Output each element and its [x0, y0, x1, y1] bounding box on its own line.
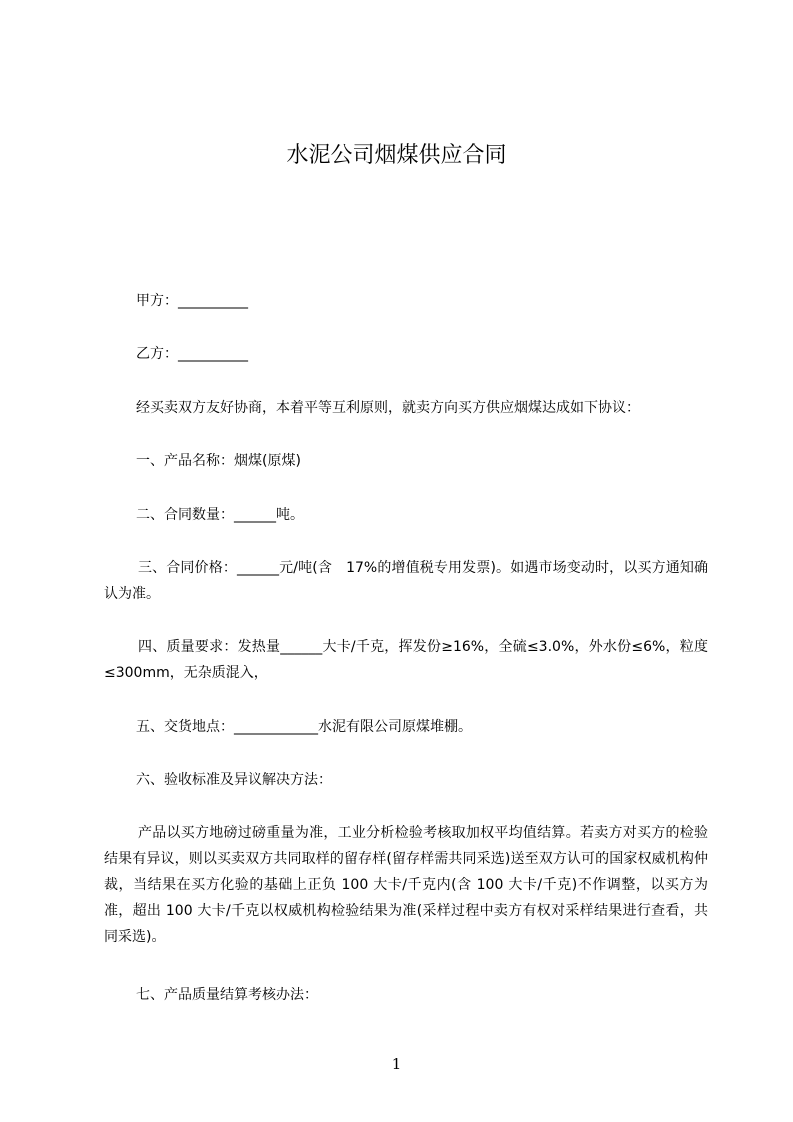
clause-quantity: 二、合同数量：______吨。: [136, 507, 304, 523]
clause-product-name: 一、产品名称：烟煤(原煤): [136, 453, 301, 469]
acceptance-paragraph: 产品以买方地磅过磅重量为准，工业分析检验考核取加权平均值结算。若卖方对买方的检验结果有异议，则以买卖双方共同取样的留存样(留存样需共同采选)送至双方认可的国家权威机构仲裁，当结果在买方化验的基础上正负 100 大卡/千克内(含 100 大卡/千克)不作调整，以买方为准，超出 100 大卡/千克以权威机构检验结果为准(采样过程中卖方有权对采样结果进行查看，共同采选)。: [104, 825, 708, 945]
document-title: 水泥公司烟煤供应合同: [286, 143, 507, 168]
party-a-line: 甲方：__________: [136, 293, 248, 309]
clause-settlement-heading: 七、产品质量结算考核办法：: [136, 987, 318, 1003]
party-b-line: 乙方：__________: [136, 346, 248, 362]
clause-delivery-location: 五、交货地点：____________水泥有限公司原煤堆棚。: [136, 719, 472, 735]
page-number: 1: [391, 1055, 402, 1073]
clause-price: 三、合同价格：______元/吨(含 17%的增值税专用发票)。如遇市场变动时，以买方通知确认为准。: [104, 560, 708, 602]
clause-acceptance-heading: 六、验收标准及异议解决方法：: [136, 772, 332, 788]
clause-quality: 四、质量要求：发热量______大卡/千克，挥发份≥16%，全硫≤3.0%，外水份≤6%，粒度≤300mm，无杂质混入，: [104, 639, 708, 681]
intro-paragraph: 经买卖双方友好协商，本着平等互利原则，就卖方向买方供应烟煤达成如下协议：: [136, 400, 640, 416]
